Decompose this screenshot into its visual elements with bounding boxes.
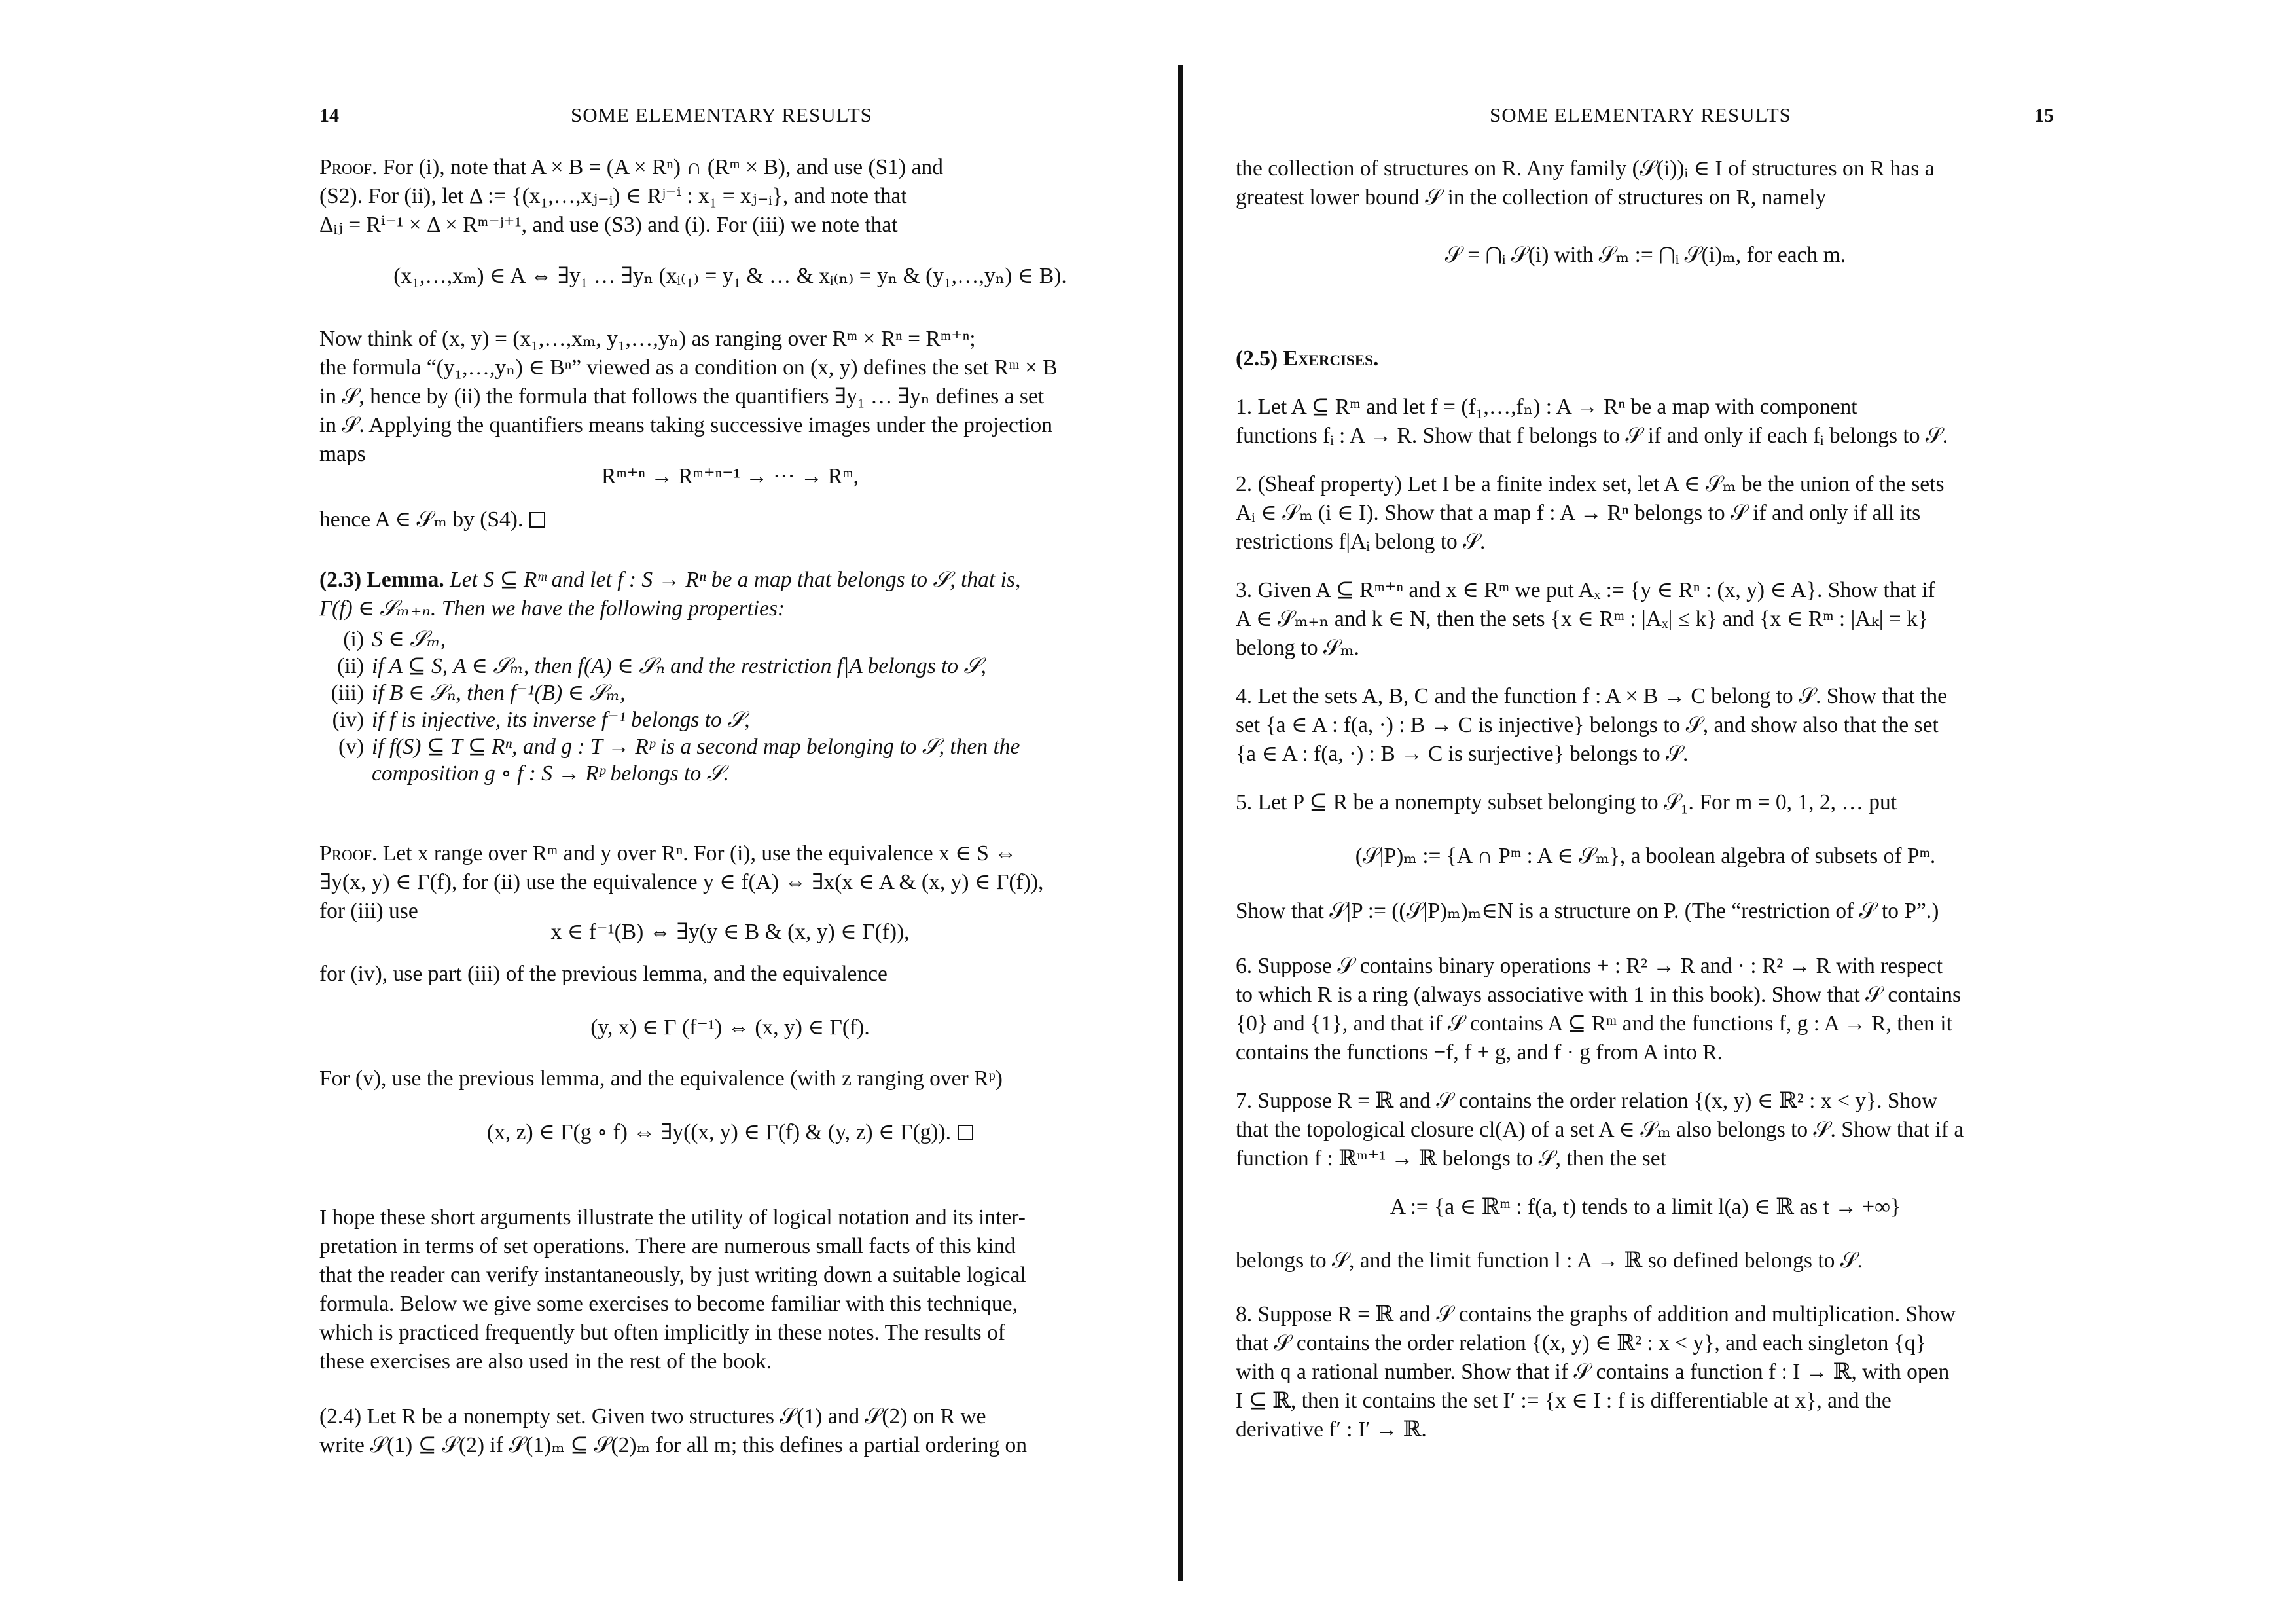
text-line: to which R is a ring (always associative with 1 in this book). Show that 𝒮 contains bbox=[1236, 983, 1962, 1007]
text-line: greatest lower bound 𝒮 in the collection of structures on R, namely bbox=[1236, 185, 1827, 210]
running-head: SOME ELEMENTARY RESULTS bbox=[1490, 103, 1791, 126]
display-equation: (x₁,…,xₘ) ∈ A ⇔ ∃y₁ … ∃yₙ (xᵢ₍₁₎ = y₁ & … & xᵢ₍ₙ₎ = yₙ & (y₁,…,yₙ) ∈ B). bbox=[393, 264, 1067, 288]
exercise-3 bbox=[1236, 576, 2055, 663]
text-line: {0} and {1}, and that if 𝒮 contains A ⊆ Rᵐ and the functions f, g : A → R, then it bbox=[1236, 1012, 1952, 1036]
proof-label: Proof. bbox=[319, 841, 378, 866]
equation-text: (x, z) ∈ Γ(g ∘ f) ⇔ ∃y((x, y) ∈ Γ(f) & (y, z) ∈ Γ(g)). bbox=[486, 1120, 952, 1144]
text-line: (S2). For (ii), let Δ := {(x₁,…,xⱼ₋ᵢ) ∈ Rʲ⁻ⁱ : x₁ = xⱼ₋ᵢ}, and note that bbox=[319, 184, 907, 208]
text-paragraph bbox=[319, 1402, 1141, 1460]
display-equation: (𝒮|P)ₘ := {A ∩ Pᵐ : A ∈ 𝒮ₘ}, a boolean algebra of subsets of Pᵐ. bbox=[1355, 844, 1936, 868]
list-item: (v) if f(S) ⊆ T ⊆ Rⁿ, and g : T → Rᵖ is a second map belonging to 𝒮, then the bbox=[338, 735, 1020, 759]
exercise-2 bbox=[1236, 470, 2055, 556]
text-line: that the reader can verify instantaneously, by just writing down a suitable logical bbox=[319, 1263, 1026, 1287]
text-line: restrictions f|Aᵢ belong to 𝒮. bbox=[1236, 530, 1486, 554]
text-line: which is practiced frequently but often implicitly in these notes. The results of bbox=[319, 1321, 1005, 1345]
proof-end bbox=[319, 505, 1141, 534]
text-line: For (i), note that A × B = (A × Rⁿ) ∩ (Rᵐ × B), and use (S1) and bbox=[382, 155, 943, 179]
text-line: (2.4) Let R be a nonempty set. Given two structures 𝒮(1) and 𝒮(2) on R we bbox=[319, 1404, 986, 1429]
text-line: {a ∈ A : f(a, ·) : B → C is surjective} belongs to 𝒮. bbox=[1236, 742, 1689, 766]
text-paragraph bbox=[1236, 155, 2055, 212]
text-line: hence A ∈ 𝒮ₘ by (S4). bbox=[319, 507, 524, 532]
proof-label: Proof. bbox=[319, 155, 378, 179]
exercise-4 bbox=[1236, 682, 2055, 769]
text-line: with q a rational number. Show that if 𝒮 contains a function f : I → ℝ, with open bbox=[1236, 1360, 1950, 1384]
display-equation: (y, x) ∈ Γ (f⁻¹) ⇔ (x, y) ∈ Γ(f). bbox=[590, 1015, 870, 1040]
exercise-1 bbox=[1236, 393, 2055, 450]
exercise-8 bbox=[1236, 1300, 2055, 1444]
text-line: functions fᵢ : A → R. Show that f belongs to 𝒮 if and only if each fᵢ belongs to 𝒮. bbox=[1236, 424, 1948, 448]
lemma-statement bbox=[319, 566, 1141, 623]
right-page bbox=[1183, 0, 2296, 1623]
text-line: function f : ℝᵐ⁺¹ → ℝ belongs to 𝒮, then the set bbox=[1236, 1146, 1666, 1171]
text-line: I hope these short arguments illustrate the utility of logical notation and its inter- bbox=[319, 1205, 1026, 1230]
list-item: (iv) if f is injective, its inverse f⁻¹ belongs to 𝒮, bbox=[332, 708, 750, 732]
display-equation bbox=[319, 1118, 1141, 1147]
text-line: in 𝒮. Applying the quantifiers means taking successive images under the projection bbox=[319, 413, 1052, 437]
text-line: write 𝒮(1) ⊆ 𝒮(2) if 𝒮(1)ₘ ⊆ 𝒮(2)ₘ for all m; this defines a partial ordering on bbox=[319, 1433, 1027, 1457]
text-line: Let x range over Rᵐ and y over Rⁿ. For (i), use the equivalence x ∈ S ⇔ bbox=[382, 841, 1016, 866]
display-equation: 𝒮 = ⋂ᵢ 𝒮(i) with 𝒮ₘ := ⋂ᵢ 𝒮(i)ₘ, for each m. bbox=[1444, 243, 1846, 267]
text-line: Show that 𝒮|P := ((𝒮|P)ₘ)ₘ∈N is a structure on P. (The “restriction of 𝒮 to P”.) bbox=[1236, 899, 1939, 923]
text-line: for (iv), use part (iii) of the previous lemma, and the equivalence bbox=[319, 962, 888, 986]
exercise-5: 5. Let P ⊆ R be a nonempty subset belonging to 𝒮₁. For m = 0, 1, 2, … put bbox=[1236, 790, 1897, 814]
text-line: the collection of structures on R. Any family (𝒮(i))ᵢ ∈ I of structures on R has a bbox=[1236, 156, 1935, 181]
display-equation: x ∈ f⁻¹(B) ⇔ ∃y(y ∈ B & (x, y) ∈ Γ(f)), bbox=[550, 920, 910, 944]
list-item: composition g ∘ f : S → Rᵖ belongs to 𝒮. bbox=[372, 761, 729, 786]
text-line: derivative f′ : I′ → ℝ. bbox=[1236, 1417, 1427, 1442]
text-line: for (iii) use bbox=[319, 899, 418, 923]
page-number: 14 bbox=[319, 105, 339, 126]
text-line: Δᵢⱼ = Rⁱ⁻¹ × Δ × Rᵐ⁻ʲ⁺¹, and use (S3) and (i). For (iii) we note that bbox=[319, 213, 898, 237]
text-line: For (v), use the previous lemma, and the equivalence (with z ranging over Rᵖ) bbox=[319, 1067, 1003, 1091]
text-line: 4. Let the sets A, B, C and the function f : A × B → C belong to 𝒮. Show that the bbox=[1236, 684, 1947, 708]
running-head: SOME ELEMENTARY RESULTS bbox=[571, 103, 872, 126]
text-line: these exercises are also used in the rest of the book. bbox=[319, 1349, 772, 1374]
text-line: formula. Below we give some exercises to become familiar with this technique, bbox=[319, 1292, 1018, 1316]
text-line: belong to 𝒮ₘ. bbox=[1236, 636, 1359, 660]
text-line: the formula “(y₁,…,yₙ) ∈ Bⁿ” viewed as a condition on (x, y) defines the set Rᵐ × B bbox=[319, 356, 1058, 380]
lemma-label: (2.3) Lemma. bbox=[319, 568, 444, 592]
list-item: (ii) if A ⊆ S, A ∈ 𝒮ₘ, then f(A) ∈ 𝒮ₙ and the restriction f|A belongs to 𝒮, bbox=[337, 654, 986, 678]
text-line: 3. Given A ⊆ Rᵐ⁺ⁿ and x ∈ Rᵐ we put Aₓ := {y ∈ Rⁿ : (x, y) ∈ A}. Show that if bbox=[1236, 578, 1935, 602]
text-line: 8. Suppose R = ℝ and 𝒮 contains the graphs of addition and multiplication. Show bbox=[1236, 1302, 1956, 1326]
display-equation: Rᵐ⁺ⁿ → Rᵐ⁺ⁿ⁻¹ → ··· → Rᵐ, bbox=[601, 464, 859, 488]
page-number: 15 bbox=[2034, 105, 2054, 126]
text-line: 1. Let A ⊆ Rᵐ and let f = (f₁,…,fₙ) : A → Rⁿ be a map with component bbox=[1236, 395, 1857, 419]
exercise-6 bbox=[1236, 952, 2055, 1067]
text-line: that the topological closure cl(A) of a set A ∈ 𝒮ₘ also belongs to 𝒮. Show that if a bbox=[1236, 1118, 1964, 1142]
exercise-7 bbox=[1236, 1087, 2055, 1173]
text-line: ∃y(x, y) ∈ Γ(f), for (ii) use the equivalence y ∈ f(A) ⇔ ∃x(x ∈ A & (x, y) ∈ Γ(f)), bbox=[319, 870, 1044, 894]
text-line: 7. Suppose R = ℝ and 𝒮 contains the order relation {(x, y) ∈ ℝ² : x < y}. Show bbox=[1236, 1089, 1938, 1113]
text-paragraph bbox=[319, 1203, 1141, 1376]
section-heading: (2.5) Exercises. bbox=[1236, 346, 1379, 371]
text-line: 2. (Sheaf property) Let I be a finite index set, let A ∈ 𝒮ₘ be the union of the sets bbox=[1236, 472, 1945, 496]
book-spine-divider bbox=[1178, 65, 1183, 1581]
text-line: Let S ⊆ Rᵐ and let f : S → Rⁿ be a map that belongs to 𝒮, that is, bbox=[450, 568, 1021, 592]
text-line: that 𝒮 contains the order relation {(x, y) ∈ ℝ² : x < y}, and each singleton {q} bbox=[1236, 1331, 1926, 1355]
qed-square-icon bbox=[958, 1125, 973, 1140]
text-line: set {a ∈ A : f(a, ·) : B → C is injective} belongs to 𝒮, and show also that the set bbox=[1236, 713, 1939, 737]
text-line: Γ(f) ∈ 𝒮ₘ₊ₙ. Then we have the following properties: bbox=[319, 596, 785, 621]
text-line: 6. Suppose 𝒮 contains binary operations + : R² → R and · : R² → R with respect bbox=[1236, 954, 1943, 978]
text-line: Now think of (x, y) = (x₁,…,xₘ, y₁,…,yₙ) as ranging over Rᵐ × Rⁿ = Rᵐ⁺ⁿ; bbox=[319, 327, 976, 351]
text-line: belongs to 𝒮, and the limit function l : A → ℝ so defined belongs to 𝒮. bbox=[1236, 1249, 1863, 1273]
text-paragraph bbox=[319, 325, 1141, 469]
list-item: (iii) if B ∈ 𝒮ₙ, then f⁻¹(B) ∈ 𝒮ₘ, bbox=[331, 681, 626, 705]
text-line: A ∈ 𝒮ₘ₊ₙ and k ∈ N, then the sets {x ∈ Rᵐ : |Aₓ| ≤ k} and {x ∈ Rᵐ : |Aₖ| = k} bbox=[1236, 607, 1928, 631]
qed-square-icon bbox=[529, 512, 545, 528]
text-line: contains the functions −f, f + g, and f · g from A into R. bbox=[1236, 1040, 1723, 1065]
text-line: Aᵢ ∈ 𝒮ₘ (i ∈ I). Show that a map f : A → Rⁿ belongs to 𝒮 if and only if all its bbox=[1236, 501, 1921, 525]
text-line: pretation in terms of set operations. There are numerous small facts of this kind bbox=[319, 1234, 1016, 1258]
text-line: I ⊆ ℝ, then it contains the set I′ := {x ∈ I : f is differentiable at x}, and the bbox=[1236, 1389, 1892, 1413]
list-item: (i) S ∈ 𝒮ₘ, bbox=[343, 627, 446, 651]
lemma-list bbox=[321, 626, 1141, 787]
text-line: in 𝒮, hence by (ii) the formula that follows the quantifiers ∃y₁ … ∃yₙ defines a set bbox=[319, 384, 1045, 409]
display-equation: A := {a ∈ ℝᵐ : f(a, t) tends to a limit l(a) ∈ ℝ as t → +∞} bbox=[1390, 1195, 1901, 1219]
proof-paragraph bbox=[319, 153, 1141, 240]
proof-paragraph bbox=[319, 839, 1141, 926]
text-line: maps bbox=[319, 442, 366, 466]
